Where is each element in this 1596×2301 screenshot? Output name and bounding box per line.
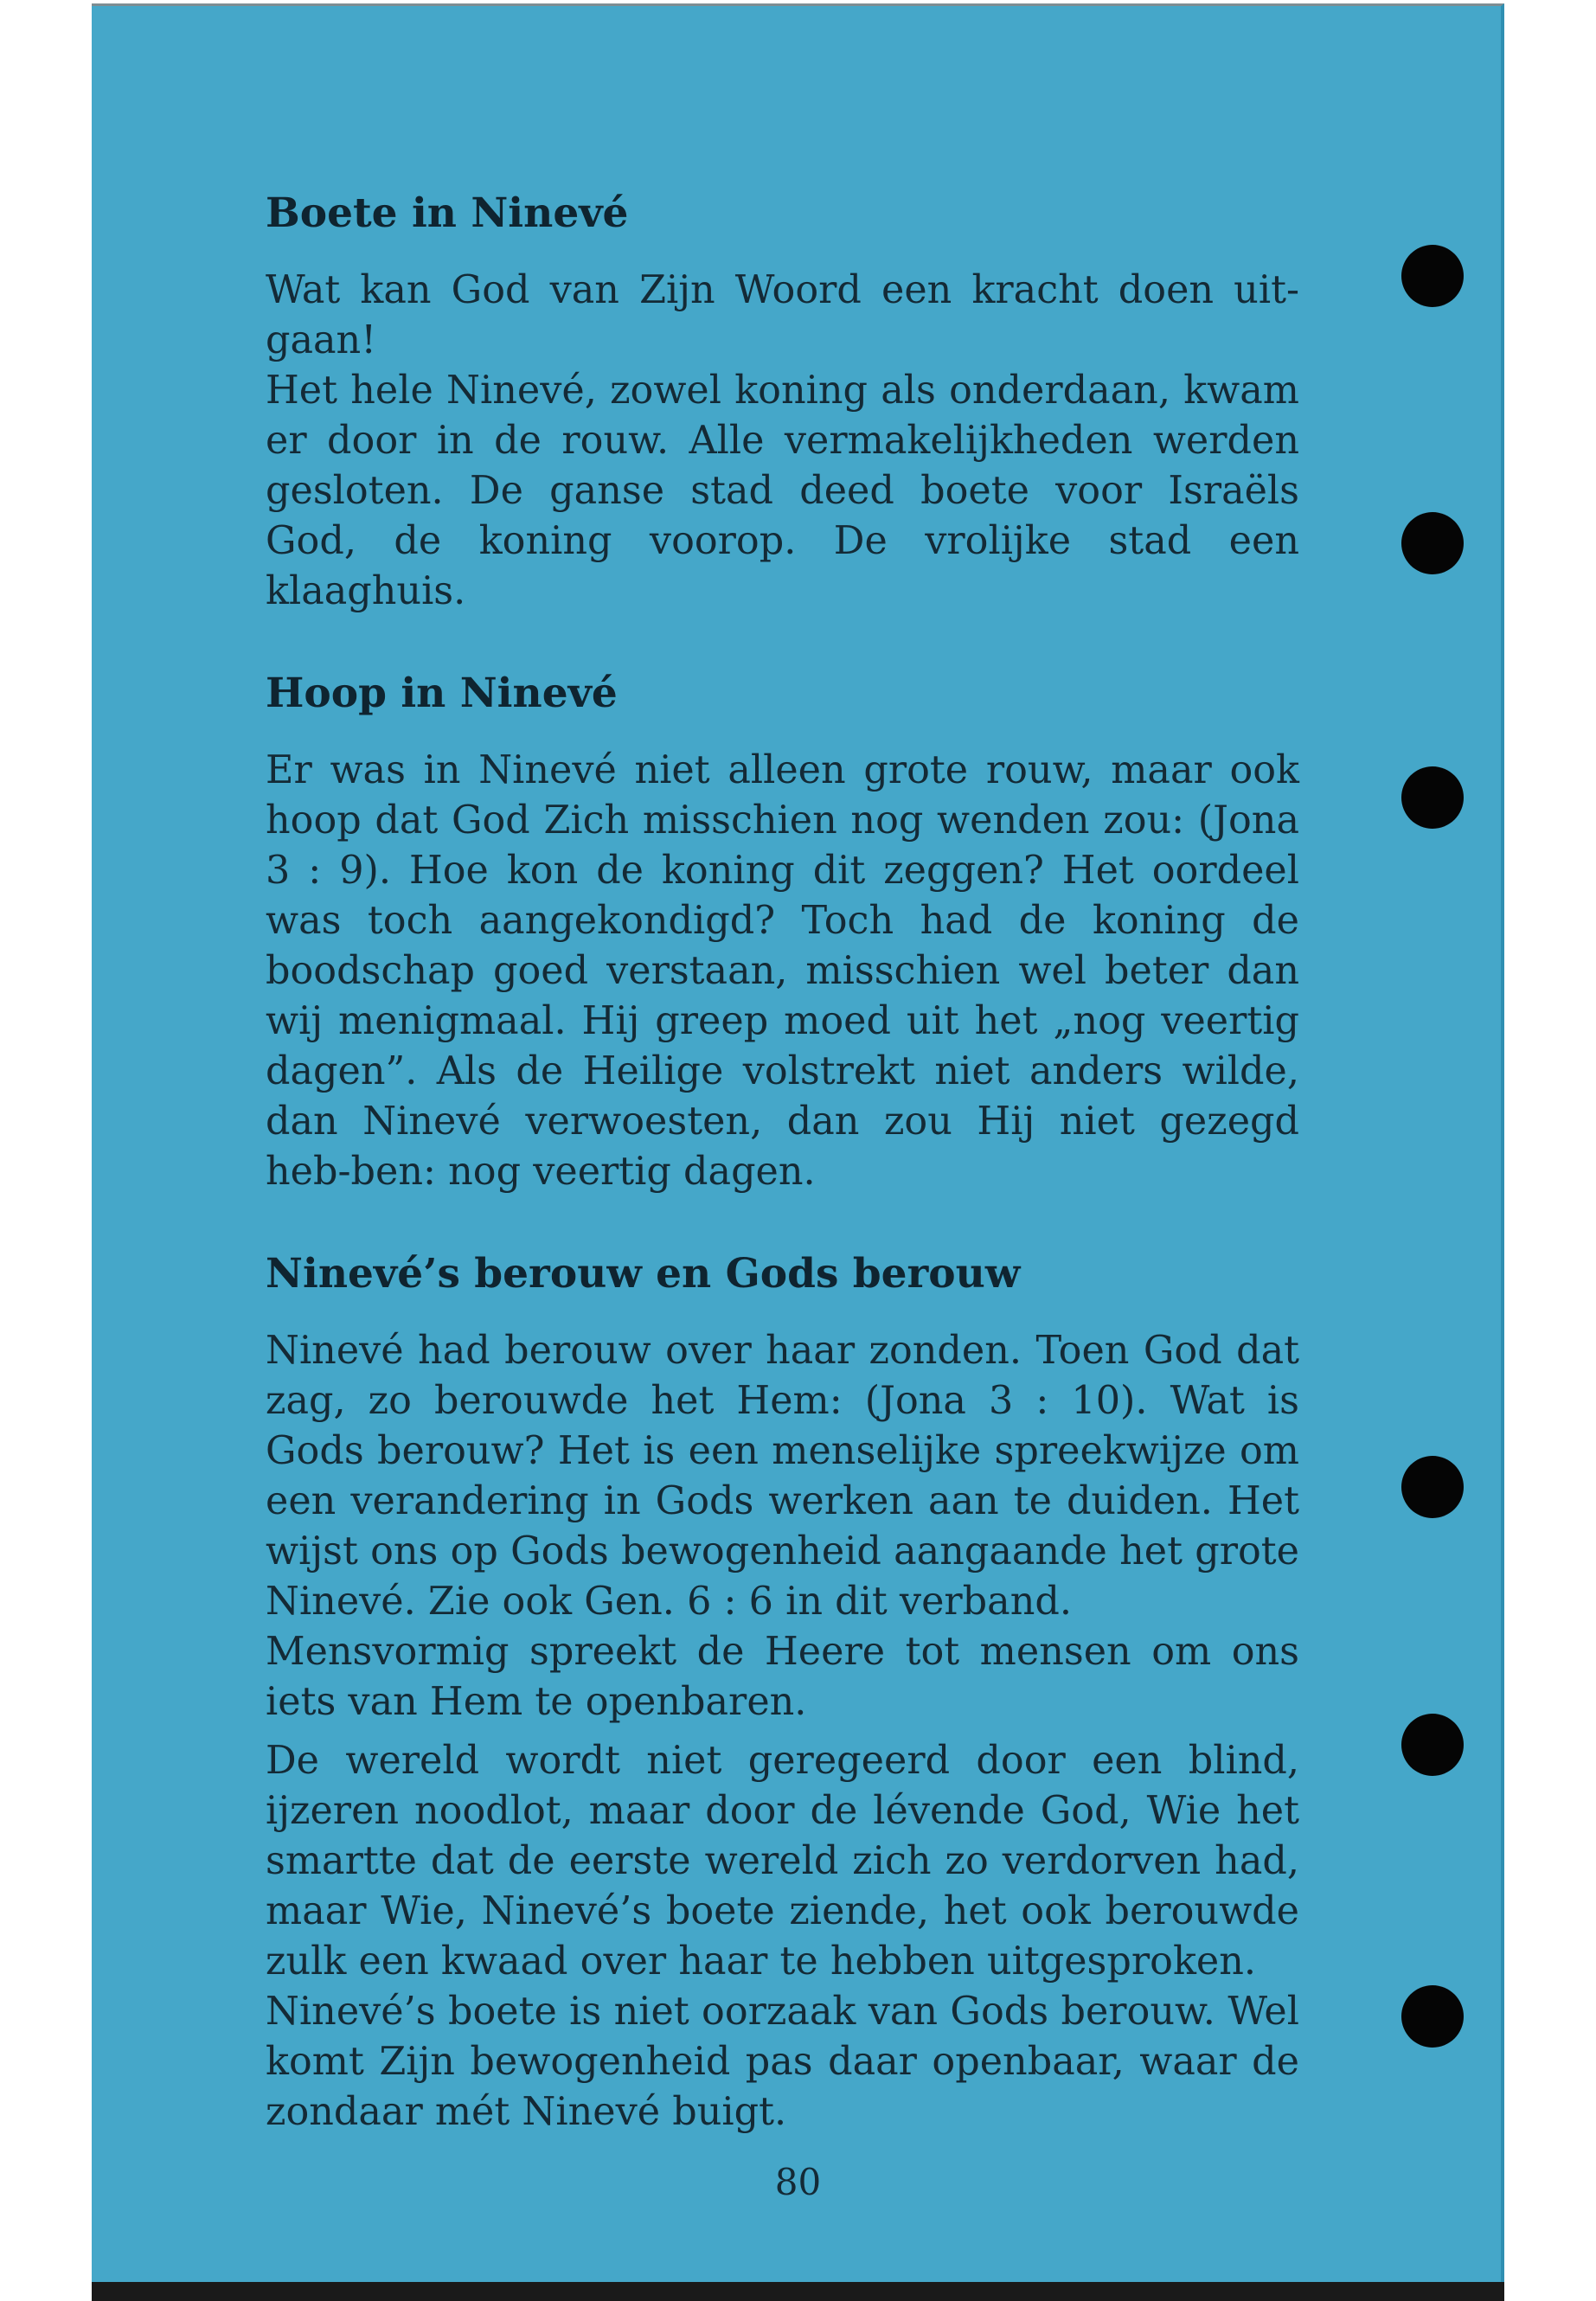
paragraph: Wat kan God van Zijn Woord een kracht doen uit-gaan!	[266, 268, 1299, 362]
section-berouw	[266, 1249, 1299, 2138]
section-boete	[266, 189, 1299, 617]
section-heading: Boete in Ninevé	[266, 189, 629, 237]
binder-hole	[1401, 766, 1464, 829]
binder-hole	[1401, 512, 1464, 574]
paragraph: Ninevé’s boete is niet oorzaak van Gods berouw. Wel komt Zijn bewogenheid pas daar openbaar, waar de zondaar mét Ninevé buigt.	[266, 1990, 1299, 2134]
paragraph: Er was in Ninevé niet alleen grote rouw, maar ook hoop dat God Zich misschien nog wenden zou: (Jona 3 : 9). Hoe kon de koning dit zeggen? Het oordeel was toch aangekondigd? Toch had de koning de boodschap goed verstaan, misschien wel beter dan wij menigmaal. Hij greep moed uit het „nog veertig dagen”. Als de Heilige volstrekt niet anders wilde, dan Ninevé verwoesten, dan zou Hij niet gezegd heb-ben: nog veertig dagen.	[266, 748, 1299, 1194]
page-number: 80	[774, 2161, 822, 2203]
binder-hole	[1401, 1714, 1464, 1776]
binder-hole	[1401, 1985, 1464, 2048]
section-heading: Ninevé’s berouw en Gods berouw	[266, 1250, 1021, 1298]
paragraph: Het hele Ninevé, zowel koning als onderdaan, kwam er door in de rouw. Alle vermakelijkheden werden gesloten. De ganse stad deed boete voor Israëls God, de koning voorop. De vrolijke stad een klaaghuis.	[266, 369, 1299, 613]
paragraph: De wereld wordt niet geregeerd door een blind, ijzeren noodlot, maar door de lévende God, Wie het smartte dat de eerste wereld zich zo verdorven had, maar Wie, Ninevé’s boete ziende, het ook berouwde zulk een kwaad over haar te hebben uitgesproken.	[266, 1739, 1299, 1984]
page-body	[266, 189, 1299, 2138]
bottom-edge-shadow	[92, 2282, 1504, 2301]
section-hoop	[266, 669, 1299, 1197]
paragraph: Mensvormig spreekt de Heere tot mensen om ons iets van Hem te openbaren.	[266, 1630, 1299, 1724]
section-heading: Hoop in Ninevé	[266, 670, 618, 717]
binder-hole	[1401, 1456, 1464, 1518]
paragraph: Ninevé had berouw over haar zonden. Toen God dat zag, zo berouwde het Hem: (Jona 3 : 10). Wat is Gods berouw? Het is een menselijke spreekwijze om een verandering in Gods werken aan te duiden. Het wijst ons op Gods bewogenheid aangaande het grote Ninevé. Zie ook Gen. 6 : 6 in dit verband.	[266, 1329, 1299, 1624]
binder-hole	[1401, 245, 1464, 307]
